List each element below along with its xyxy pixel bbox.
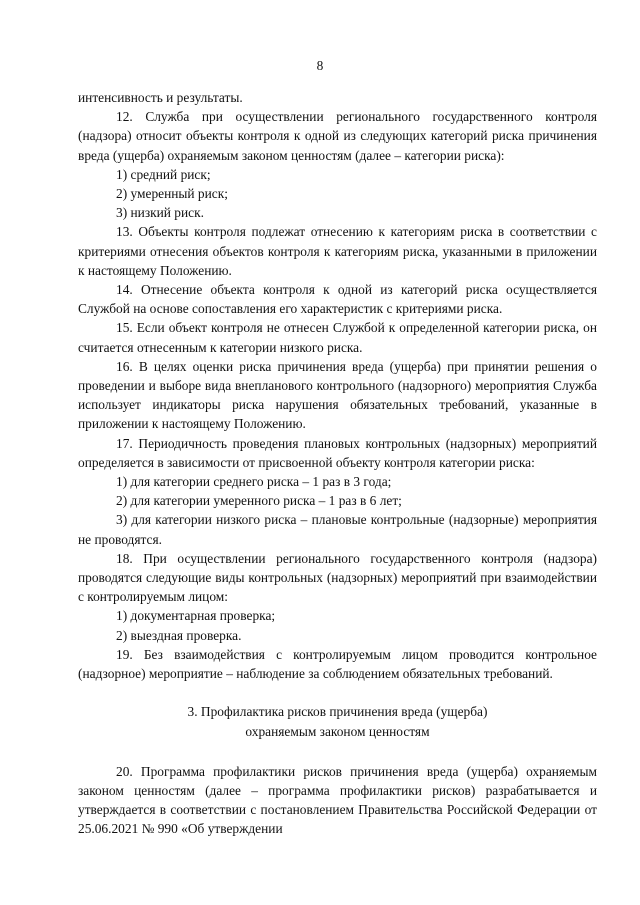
paragraph: 18. При осуществлении регионального государственного контроля (надзора) проводятся следующие виды контрольных (надзорных) мероприятий при взаимодействии с контролируемым лицом: bbox=[78, 550, 597, 605]
paragraph: 14. Отнесение объекта контроля к одной из категорий риска осуществляется Службой на основе сопоставления его характеристик с критериями риска. bbox=[78, 282, 597, 317]
paragraph: 20. Программа профилактики рисков причинения вреда (ущерба) охраняемым законом ценностям (далее – программа профилактики рисков) разрабатывается и утверждается в соответствии с постановлением Правительства Российской Федерации от 25.06.2021 № 990 «Об утверждении bbox=[78, 763, 597, 837]
paragraph: 2) умеренный риск; bbox=[116, 186, 228, 202]
section-heading-line-2: охраняемым законом ценностям bbox=[245, 723, 430, 739]
paragraph: 2) для категории умеренного риска – 1 раз в 6 лет; bbox=[116, 493, 402, 509]
section-heading bbox=[78, 702, 597, 740]
paragraph: 17. Периодичность проведения плановых контрольных (надзорных) мероприятий определяется в зависимости от присвоенной объекту контроля категории риска: bbox=[78, 435, 597, 470]
paragraph: 1) средний риск; bbox=[116, 166, 211, 182]
paragraph: 19. Без взаимодействия с контролируемым лицом проводится контрольное (надзорное) мероприятие – наблюдение за соблюдением обязательных требований. bbox=[78, 646, 597, 682]
paragraph: 15. Если объект контроля не отнесен Службой к определенной категории риска, он считается отнесенным к категории низкого риска. bbox=[78, 320, 597, 355]
paragraph: 13. Объекты контроля подлежат отнесению к категориям риска в соответствии с критериями отнесения объектов контроля к категориям риска, указанными в приложении к настоящему Положению. bbox=[78, 224, 597, 278]
section-heading-line-1: 3. Профилактика рисков причинения вреда (ущерба) bbox=[187, 704, 488, 720]
paragraph: 16. В целях оценки риска причинения вреда (ущерба) при принятии решения о проведении и выборе вида внепланового контрольного (надзорного) мероприятия Служба использует индикаторы риска нарушения обязательных требований, указанные в приложении к настоящему Положению. bbox=[78, 358, 597, 432]
paragraphs-before-heading bbox=[78, 88, 597, 683]
paragraph: 1) для категории среднего риска – 1 раз в 3 года; bbox=[116, 474, 392, 490]
paragraph: интенсивность и результаты. bbox=[78, 90, 243, 105]
paragraph: 3) низкий риск. bbox=[116, 205, 204, 221]
paragraph: 2) выездная проверка. bbox=[116, 627, 242, 643]
paragraph: 3) для категории низкого риска – плановые контрольные (надзорные) мероприятия не проводятся. bbox=[78, 512, 597, 547]
document-body bbox=[78, 88, 597, 839]
paragraph: 1) документарная проверка; bbox=[116, 608, 276, 624]
page-number: 8 bbox=[316, 58, 324, 73]
paragraphs-after-heading bbox=[78, 762, 597, 839]
paragraph: 12. Служба при осуществлении регионального государственного контроля (надзора) относит объекты контроля к одной из следующих категорий риска причинения вреда (ущерба) охраняемым законом ценностям (далее – категории риска): bbox=[78, 109, 597, 163]
